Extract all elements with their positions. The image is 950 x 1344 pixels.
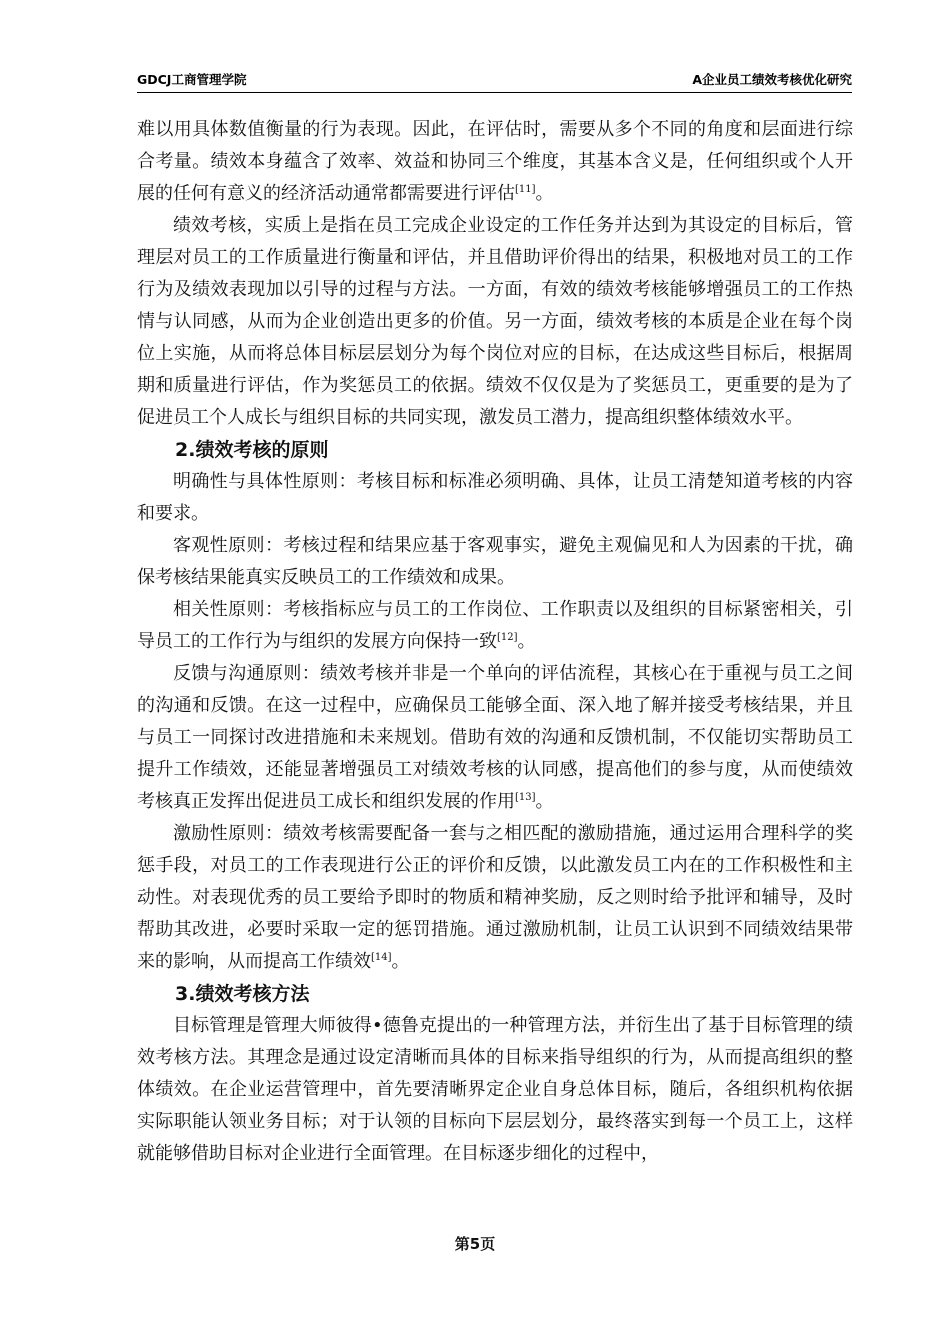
section-heading-methods: 3.绩效考核方法 — [175, 983, 310, 1005]
section-heading-principles: 2.绩效考核的原则 — [175, 439, 329, 461]
paragraph-principle-clarity: 明确性与具体性原则：考核目标和标准必须明确、具体，让员工清楚知道考核的内容和要求。 — [137, 471, 853, 524]
citation-12: [12] — [497, 632, 518, 643]
page-header — [137, 70, 852, 93]
page-content — [137, 114, 853, 1170]
paragraph-mbo-method: 目标管理是管理大师彼得•德鲁克提出的一种管理方法，并衍生出了基于目标管理的绩效考核方法。其理念是通过设定清晰而具体的目标来指导组织的行为，从而提高组织的整体绩效。在企业运营管理中，首先要清晰界定企业自身总体目标，随后，各组织机构依据实际职能认领业务目标；对于认领的目标向下层层划分，最终落实到每一个员工上，这样就能够借助目标对企业进行全面管理。在目标逐步细化的过程中， — [137, 1015, 853, 1164]
header-thesis-title: A企业员工绩效考核优化研究 — [692, 72, 852, 87]
page-number: 第5页 — [454, 1235, 496, 1253]
citation-11: [11] — [515, 184, 536, 195]
paragraph-performance-appraisal: 绩效考核，实质上是指在员工完成企业设定的工作任务并达到为其设定的目标后，管理层对员工的工作质量进行衡量和评估，并且借助评价得出的结果，积极地对员工的工作行为及绩效表现加以引导的过程与方法。一方面，有效的绩效考核能够增强员工的工作热情与认同感，从而为企业创造出更多的价值。另一方面，绩效考核的本质是企业在每个岗位上实施，从而将总体目标层层划分为每个岗位对应的目标，在达成这些目标后，根据周期和质量进行评估，作为奖惩员工的依据。绩效不仅仅是为了奖惩员工，更重要的是为了促进员工个人成长与组织目标的共同实现，激发员工潜力，提高组织整体绩效水平。 — [137, 215, 853, 428]
paragraph-principle-objectivity: 客观性原则：考核过程和结果应基于客观事实，避免主观偏见和人为因素的干扰，确保考核结果能真实反映员工的工作绩效和成果。 — [137, 535, 853, 588]
paragraph-principle-relevance: 相关性原则：考核指标应与员工的工作岗位、工作职责以及组织的目标紧密相关，引导员工的工作行为与组织的发展方向保持一致[12]。 — [137, 599, 853, 652]
paragraph-principle-feedback: 反馈与沟通原则：绩效考核并非是一个单向的评估流程，其核心在于重视与员工之间的沟通和反馈。在这一过程中，应确保员工能够全面、深入地了解并接受考核结果，并且与员工一同探讨改进措施和未来规划。借助有效的沟通和反馈机制，不仅能切实帮助员工提升工作绩效，还能显著增强员工对绩效考核的认同感，提高他们的参与度，从而使绩效考核真正发挥出促进员工成长和组织发展的作用[13]。 — [137, 663, 853, 812]
header-institution: GDCJ工商管理学院 — [137, 72, 247, 87]
citation-13: [13] — [515, 792, 536, 803]
paragraph-principle-incentive: 激励性原则：绩效考核需要配备一套与之相匹配的激励措施，通过运用合理科学的奖惩手段，对员工的工作表现进行公正的评价和反馈，以此激发员工内在的工作积极性和主动性。对表现优秀的员工要给予即时的物质和精神奖励，反之则时给予批评和辅导，及时帮助其改进，必要时采取一定的惩罚措施。通过激励机制，让员工认识到不同绩效结果带来的影响，从而提高工作绩效[14]。 — [137, 823, 853, 972]
citation-14: [14] — [371, 952, 392, 963]
paragraph-performance-definition: 难以用具体数值衡量的行为表现。因此，在评估时，需要从多个不同的角度和层面进行综合考量。绩效本身蕴含了效率、效益和协同三个维度，其基本含义是，任何组织或个人开展的任何有意义的经济活动通常都需要进行评估[11]。 — [137, 119, 853, 204]
